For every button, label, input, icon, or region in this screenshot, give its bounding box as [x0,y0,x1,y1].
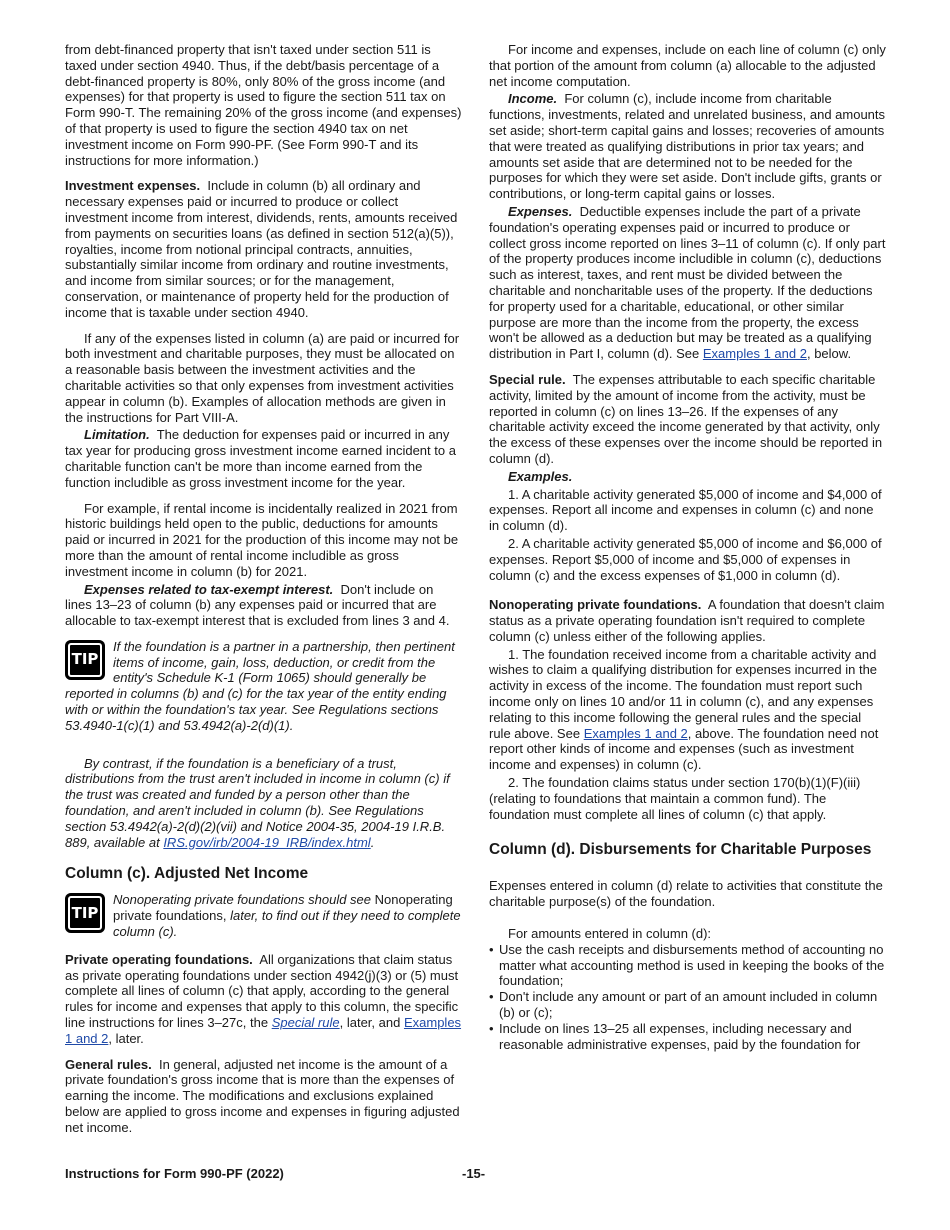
list-item: • Use the cash receipts and disbursements method of accounting no matter what accounting method is used in keeping the books of the foundation; [489,941,885,989]
tip-partnership-text: If the foundation is a partner in a partnership, then pertinent items of income, gain, loss, deduction, or credit from the entity's Schedule K-1 (Form 1065) should generally be reported in columns (b) and (c) for the tax year of the entity ending with or within the foundation's tax year. See Regulations sections 53.4940-1(c)(1) and 53.4942(a)-2(d)(1). [65,638,455,733]
heading-nonoperating: Nonoperating private foundations. [489,597,702,613]
page-footer [65,1166,886,1181]
column-d-bullet-list [489,942,886,1053]
examples-link[interactable]: Examples 1 and 2 [583,725,688,741]
paragraph-column-d-for: For amounts entered in column (d): [508,926,712,942]
heading-expenses: Expenses. [508,203,573,219]
heading-limitation: Limitation. [84,427,150,443]
tip-icon: TIP [65,640,105,680]
heading-income: Income. [508,91,558,107]
tip-nonoperating: TIP Nonoperating private foundations should see Nonoperating private foundations, later, to find out if they need to complete column (c). [65,892,462,939]
paragraph-investment-expenses [65,178,462,320]
paragraph-private-operating: Private operating foundations. All organizations that claim status as private operating foundations under section 4942(j)(3) or (5) must complete all lines of column (c) that apply, according to the general rules for income and expenses that apply to this column, the specific line instructions for lines 3–27c, the Special rule, later, and Examples 1 and 2, later. [65,951,462,1046]
example-1: 1. A charitable activity generated $5,000 of income and $4,000 of expenses. Report all income and expenses in column (c) and none in column (d). [489,486,882,534]
paragraph-limitation [65,427,462,490]
text-investment-expenses: Include in column (b) all ordinary and necessary expenses paid or incurred to produce or collect investment income from interest, dividends, rents, amounts received from payments on securities loans (as defined in section 512(a)(5)), royalties, income from notional principal contracts, annuities, substantially similar income from ordinary and routine investments, and income from similar sources; or for the management, conservation, or maintenance of property held for the production of income that is taxable under section 4940. [65,178,458,320]
tip-partnership [65,639,462,734]
page-number: -15- [462,1166,486,1181]
paragraph-rental-example: For example, if rental income is incidentally realized in 2021 from historic buildings held open to the public, deductions for amounts paid or incurred in 2021 for the production of this income may not be more than the amount of rental income includible as gross investment income in column (b) for 2021. [65,500,459,579]
examples-link[interactable]: Examples 1 and 2 [702,346,807,362]
paragraph-allocation: If any of the expenses listed in column (a) are paid or incurred for both investment and charitable purposes, they must be allocated on a reasonable basis between the investment activities and the charitable activities so that only expenses from investment activities appear in column (b). Examples of allocation methods are given in the instructions for Part VIII-A. [65,330,460,425]
heading-general-rules: General rules. [65,1056,152,1072]
irb-link[interactable]: IRS.gov/irb/2004-19_IRB/index.html [163,834,371,850]
paragraph-column-d-intro: Expenses entered in column (d) relate to activities that constitute the charitable purpose(s) of the foundation. [489,878,883,910]
list-item: • Don't include any amount or part of an amount included in column (b) or (c); [489,989,878,1021]
tip-trust-text: By contrast, if the foundation is a beneficiary of a trust, distributions from the trust aren't included in income in column (c) if the trust was created and funded by a person other than the foundation, and aren't included in column (b). See Regulations section 53.4942(a)-2(d)(2)(vii) and Notice 2004-35, 2004-19 I.R.B. 889, available at [65,755,450,850]
footer-title: Instructions for Form 990-PF (2022) [65,1166,284,1181]
tip-trust: By contrast, if the foundation is a beneficiary of a trust, distributions from the trust aren't included in income in column (c) if the trust was created and funded by a person other than the foundation, and aren't included in column (b). See Regulations section 53.4942(a)-2(d)(2)(vii) and Notice 2004-35, 2004-19 I.R.B. 889, available at IRS.gov/irb/2004-19_IRB/index.html. [65,755,450,850]
paragraph-expenses: Expenses. Deductible expenses include the part of a private foundation's operating expenses paid or incurred to produce or collect gross income reported on lines 3–11 of column (c). If only part of the property produces income includible in column (c), deductions such as interest, taxes, and rent must be divided between the charitable and noncharitable uses of the property. If the deductions for property used for a charitable, educational, or other similar purpose are more than the income from the property, the excess won't be allowed as a deduction but may be treated as a qualifying distribution in Part I, column (d). See Examples 1 and 2, below. [489,203,886,362]
nonoperating-item-2: 2. The foundation claims status under section 170(b)(1)(F)(iii) (relating to foundations that maintain a common fund). The foundation must complete all lines of column (c) that apply. [489,775,861,822]
paragraph-income-expenses: For income and expenses, include on each line of column (c) only that portion of the amount from column (a) allocable to the adjusted net income computation. [489,42,886,89]
column-d-heading: Column (d). Disbursements for Charitable Purposes [489,841,872,859]
special-rule-link[interactable]: Special rule [271,1015,340,1031]
examples-link[interactable]: Examples 1 and 2 [65,1015,462,1046]
paragraph-special-rule: Special rule. The expenses attributable to each specific charitable activity, limited by the amount of income from the activity, must be reported in column (c) on lines 13–26. If the expenses of any charitable activity exceed the income generated by that activity, only the excess of these expenses over the income should be reported in column (d). [489,371,883,466]
paragraph-debt-financed: from debt-financed property that isn't taxed under section 511 is taxed under section 4940. Thus, if the debt/basis percentage of a debt-financed property is 80%, only 80% of the gross income (and expenses) for that property is used to figure the section 511 tax on Form 990-T. The remaining 20% of the gross income (and expenses) of that property is used to figure the section 4940 tax on net investment income on Form 990-PF. (See Form 990-T and its instructions for more information.) [65,42,462,168]
text-limitation: The deduction for expenses paid or incurred in any tax year for producing gross investment income earned incident to a charitable function can't be more than income earned from the function includible as gross investment income for the year. [65,427,456,490]
nonoperating-reference: Nonoperating private foundations, [113,892,453,924]
list-item: • Include on lines 13–25 all expenses, including necessary and reasonable administrative expenses, paid by the foundation for [489,1020,861,1052]
heading-private-operating: Private operating foundations. [65,951,253,967]
nonoperating-item-1: 1. The foundation received income from a charitable activity and wishes to claim a qualifying distribution for expenses incurred in the activity in excess of the income. The foundation must report such income only on lines 10 and/or 11 in column (c), and any expenses relating to this income following the general rules and the special rule above. See Examples 1 and 2, above. The foundation need not report other kinds of income and expenses (such as investment income and expenses) in column (c). [489,646,879,773]
right-column [489,42,886,1052]
column-c-heading: Column (c). Adjusted Net Income [65,865,309,883]
left-column [65,42,462,1146]
heading-tax-exempt: Expenses related to tax-exempt interest. [84,581,334,597]
heading-examples: Examples. [508,468,573,484]
tip-icon: TIP [65,893,105,933]
heading-investment-expenses: Investment expenses. [65,178,201,194]
paragraph-income: Income. For column (c), include income from charitable functions, investments, related and unrelated business, and amounts set aside; short-term capital gains and losses; recoveries of amounts that were treated as qualifying distributions in prior tax years; and amounts set aside that are determined not to be needed for the purposes for which they were set aside. Don't include gifts, grants or contributions, or long-term capital gains or losses. [489,91,886,202]
paragraph-nonoperating: Nonoperating private foundations. A foundation that doesn't claim status as a private operating foundation isn't required to complete column (c) unless either of the following applies. [489,597,885,644]
text-tax-exempt: Don't include on lines 13–23 of column (b) any expenses paid or incurred that are allocable to tax-exempt interest that is excluded from lines 3 and 4. [65,581,450,629]
heading-special-rule: Special rule. [489,371,566,387]
example-2: 2. A charitable activity generated $5,000 of income and $6,000 of expenses. Report $5,000 of income and $5,000 of expenses in column (c) and the excess expenses of $1,000 in column (d). [489,535,882,583]
paragraph-tax-exempt [65,582,462,629]
paragraph-general-rules: General rules. In general, adjusted net income is the amount of a private foundation's gross income that is more than the expenses of earning the income. The modifications and exclusions explained below are applied to gross income and expenses in figuring adjusted net income. [65,1056,460,1135]
